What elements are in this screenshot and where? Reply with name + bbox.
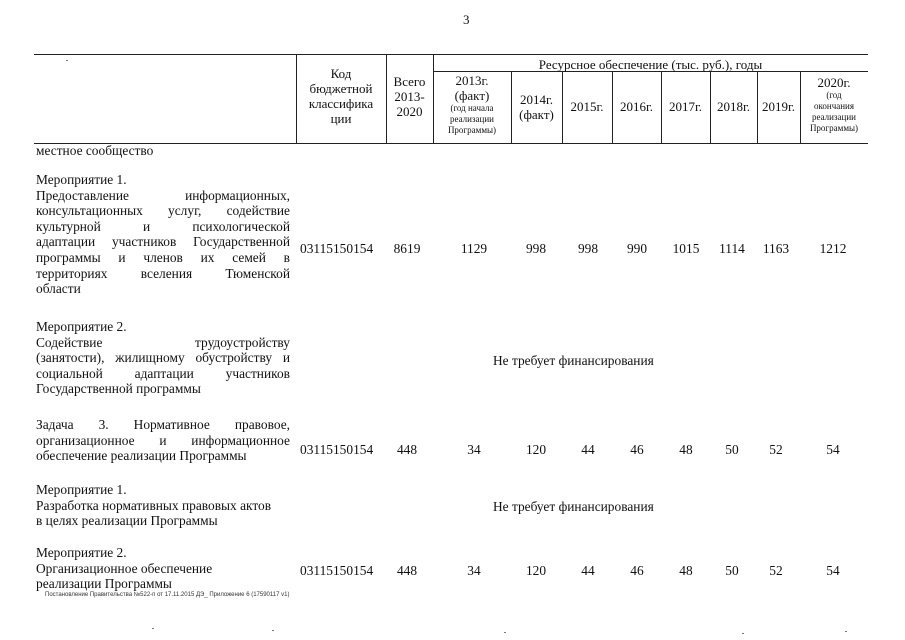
scan-speck [504, 632, 506, 633]
section-title: Мероприятие 1. [36, 482, 127, 497]
section-4-text: Мероприятие 1. Разработка нормативных правовых актов в целях реализации Программы [36, 482, 296, 529]
carry-text: местное сообщество [36, 143, 154, 158]
header-resource: Ресурсное обеспечение (тыс. руб.), годы [538, 57, 763, 72]
scan-speck [272, 630, 274, 631]
section-title: Мероприятие 1. [36, 172, 127, 187]
section-2-text: Мероприятие 2. Содействие трудоустройству (занятости), жилищному обустройству и социальной адаптации участников Государственной программы [36, 319, 290, 397]
header-2019: 2019г. [761, 99, 796, 114]
section-5-text: Мероприятие 2. Организационное обеспечение реализации Программы [36, 545, 290, 592]
header-total: Всего 2013- 2020 [393, 74, 426, 119]
scan-speck [152, 628, 154, 629]
header-2018: 2018г. [716, 99, 751, 114]
header-2017: 2017г. [668, 99, 703, 114]
scan-speck [845, 631, 847, 632]
section-1-kbk: 03115150154 [300, 241, 374, 256]
header-2014: 2014г. (факт) [519, 92, 554, 122]
section-5-kbk: 03115150154 [300, 563, 374, 578]
header-2020: 2020г. (год окончания реализации Программы) [809, 75, 859, 133]
scan-speck [742, 633, 744, 634]
section-title: Мероприятие 2. [36, 545, 127, 560]
section-3-kbk: 03115150154 [300, 442, 374, 457]
scan-speck [66, 60, 68, 61]
header-2015: 2015г. [570, 99, 604, 114]
no-funding-note: Не требует финансирования [493, 499, 654, 514]
section-1-text: Мероприятие 1. Предоставление информационных, консультационных услуг, содействие культурной и психологической адаптации участников Государственной программы и членов их семей в территориях вселения Тюменской области [36, 172, 290, 297]
header-2016: 2016г. [619, 99, 654, 114]
section-3-text: Задача 3. Нормативное правовое, организационное и информационное обеспечение реализации Программы [36, 417, 290, 464]
page-number: 3 [463, 12, 470, 27]
header-kbk: Код бюджетной классифика ции [308, 66, 374, 126]
table-top-rule [34, 54, 868, 55]
header-bottom-rule [34, 143, 868, 144]
footer-note: Постановление Правительства №522-п от 17.11.2015 ДЭ_ Приложение 6 (17590117 v1) [45, 592, 290, 598]
section-title: Мероприятие 2. [36, 319, 127, 334]
header-2013: 2013г. (факт) (год начала реализации Программы) [447, 73, 497, 135]
no-funding-note: Не требует финансирования [493, 353, 654, 368]
